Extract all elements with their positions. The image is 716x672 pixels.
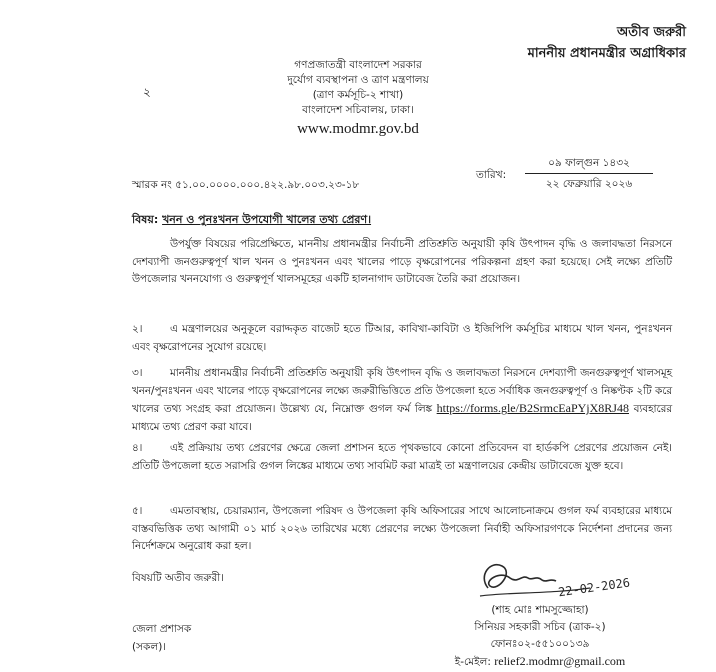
paragraph-number: ২। <box>132 323 143 335</box>
paragraph-3 <box>132 365 672 436</box>
header-symbol: ২ <box>143 85 151 99</box>
subject-label: বিষয়: <box>132 213 159 226</box>
ministry-name: দুর্যোগ ব্যবস্থাপনা ও ত্রাণ মন্ত্রণালয় <box>287 74 429 86</box>
paragraph-intro: উপর্যুক্ত বিষয়ের পরিপ্রেক্ষিতে, মাননীয় প্রধানমন্ত্রীর নির্বাচনী প্রতিশ্রুতি অনুযায়ী কৃষি উৎপাদন বৃদ্ধি ও জলাবদ্ধতা নিরসনে দেশব্যাপী জনগুরুত্বপূর্ণ খাল খনন ও পুনঃখনন এবং খালের পাড়ে বৃক্ষরোপনের পরিকল্পনা গ্রহণ করা হয়েছে। সেই লক্ষ্যে প্রতিটি উপজেলার খননযোগ্য ও গুরুত্বপূর্ণ খালসমূহের একটি হালনাগাদ ডাটাবেজ তৈরি করা প্রয়োজন। <box>132 238 672 285</box>
paragraph-number: ৫। <box>132 505 143 517</box>
urgency-label: অতীব জরুরী <box>617 25 686 40</box>
google-form-link[interactable]: https://forms.gle/B2SrmcEaPYjX8RJ48 <box>436 401 629 415</box>
recipient-title: জেলা প্রশাসক <box>132 623 192 635</box>
date-box <box>525 155 653 192</box>
memo-number: স্মারক নং ৫১.০০.০০০০.০০০.৪২২.৯৮.০০৩.২৩-১৮ <box>132 179 360 191</box>
email-address[interactable]: relief2.modmr@gmail.com <box>494 654 626 668</box>
paragraph-text: মাননীয় প্রধানমন্ত্রীর নির্বাচনী প্রতিশ্রুতি অনুযায়ী কৃষি উৎপাদন বৃদ্ধি ও জলাবদ্ধতা নিরসনে দেশব্যাপী জনগুরুত্বপূর্ণ খালসমূহ খনন/পুনঃখনন এবং খালের পাড়ে বৃক্ষরোপনের লক্ষ্যে জরুরীভিত্তিতে প্রতি উপজেলা হতে সর্বাধিক জনগুরুত্বপূর্ণ ও নিষ্কণ্টক ২টি করে খালের তথ্য সংগ্রহ করা প্রয়োজন। উল্লেখ্য যে, নিম্নোক্ত গুগল ফর্ম লিঙ্ক <box>132 367 672 415</box>
signatory-email-row <box>430 653 650 671</box>
signatory-name: (শাহ মোঃ শামসুজ্জোহা) <box>491 604 589 616</box>
paragraph-text-tail: ব্যবহারের মাধ্যমে তথ্য প্রেরণ করা যাবে। <box>132 403 672 433</box>
signature-date: 22-02-2026 <box>557 575 631 600</box>
paragraph-text: এই প্রক্রিয়ায় তথ্য প্রেরণের ক্ষেত্রে জেলা প্রশাসন হতে পৃথকভাবে কোনো প্রতিবেদন বা হার্ডকপি প্রেরণের প্রয়োজন নেই। প্রতিটি উপজেলা হতে সরাসরি গুগল লিঙ্কের মাধ্যমে তথ্য সাবমিট করা মাত্রই তা মন্ত্রণালয়ের কেন্দ্রীয় ডাটাবেজে যুক্ত হবে। <box>132 442 672 472</box>
email-label: ই-মেইল: <box>454 656 491 668</box>
subject-line <box>132 211 371 230</box>
letterhead <box>0 58 716 138</box>
date-label: তারিখ: <box>476 169 507 181</box>
subject-text: খনন ও পুনঃখনন উপযোগী খালের তথ্য প্রেরণ। <box>162 213 372 226</box>
paragraph-number: ৩। <box>132 367 143 379</box>
date-english: ২২ ফেব্রুয়ারি ২০২৬ <box>545 178 633 190</box>
signatory-block <box>430 602 650 671</box>
paragraph-4 <box>132 440 672 475</box>
priority-label: মাননীয় প্রধানমন্ত্রীর অগ্রাধিকার <box>527 46 686 61</box>
paragraph-text: এমতাবস্থায়, চেয়ারম্যান, উপজেলা পরিষদ ও উপজেলা কৃষি অফিসারের সাথে আলোচনাক্রমে গুগল ফর্ম ব্যবহারের মাধ্যমে বাস্তবভিত্তিক তথ্য আগামী ০১ মার্চ ২০২৬ তারিখের মধ্যে প্রেরণের লক্ষ্যে উপজেলা নির্বাহী অফিসারগণকে নির্দেশনা প্রদানের জন্য নির্দেশক্রমে অনুরোধ করা হল। <box>132 505 672 552</box>
signatory-designation: সিনিয়র সহকারী সচিব (ত্রাক-২) <box>474 621 606 633</box>
paragraph-text: এ মন্ত্রণালয়ের অনুকূলে বরাদ্দকৃত বাজেট হতে টিআর, কাবিখা-কাবিটা ও ইজিপিপি কর্মসূচির মাধ্যমে খাল খনন, পুনঃখনন এবং বৃক্ষরোপনের সুযোগ রয়েছে। <box>132 323 672 353</box>
office-location: বাংলাদেশ সচিবালয়, ঢাকা। <box>302 104 414 116</box>
date-divider <box>525 173 653 174</box>
govt-name: গণপ্রজাতন্ত্রী বাংলাদেশ সরকার <box>294 59 422 71</box>
signature-image <box>470 548 640 606</box>
paragraph-2 <box>132 321 672 356</box>
recipient-scope: (সকল)। <box>132 641 167 653</box>
date-bangla: ০৯ ফাল্গুন ১৪৩২ <box>548 157 630 169</box>
closing-line: বিষয়টি অতীব জরুরী। <box>132 572 225 584</box>
recipient-block <box>132 620 191 656</box>
website-link[interactable]: www.modmr.gov.bd <box>297 121 419 137</box>
branch-name: (ত্রাণ কর্মসূচি-২ শাখা) <box>312 89 404 101</box>
paragraph-number: ৪। <box>132 442 143 454</box>
signatory-phone: ফোনঃ০২-৫৫১০০১৩৯ <box>490 638 590 650</box>
